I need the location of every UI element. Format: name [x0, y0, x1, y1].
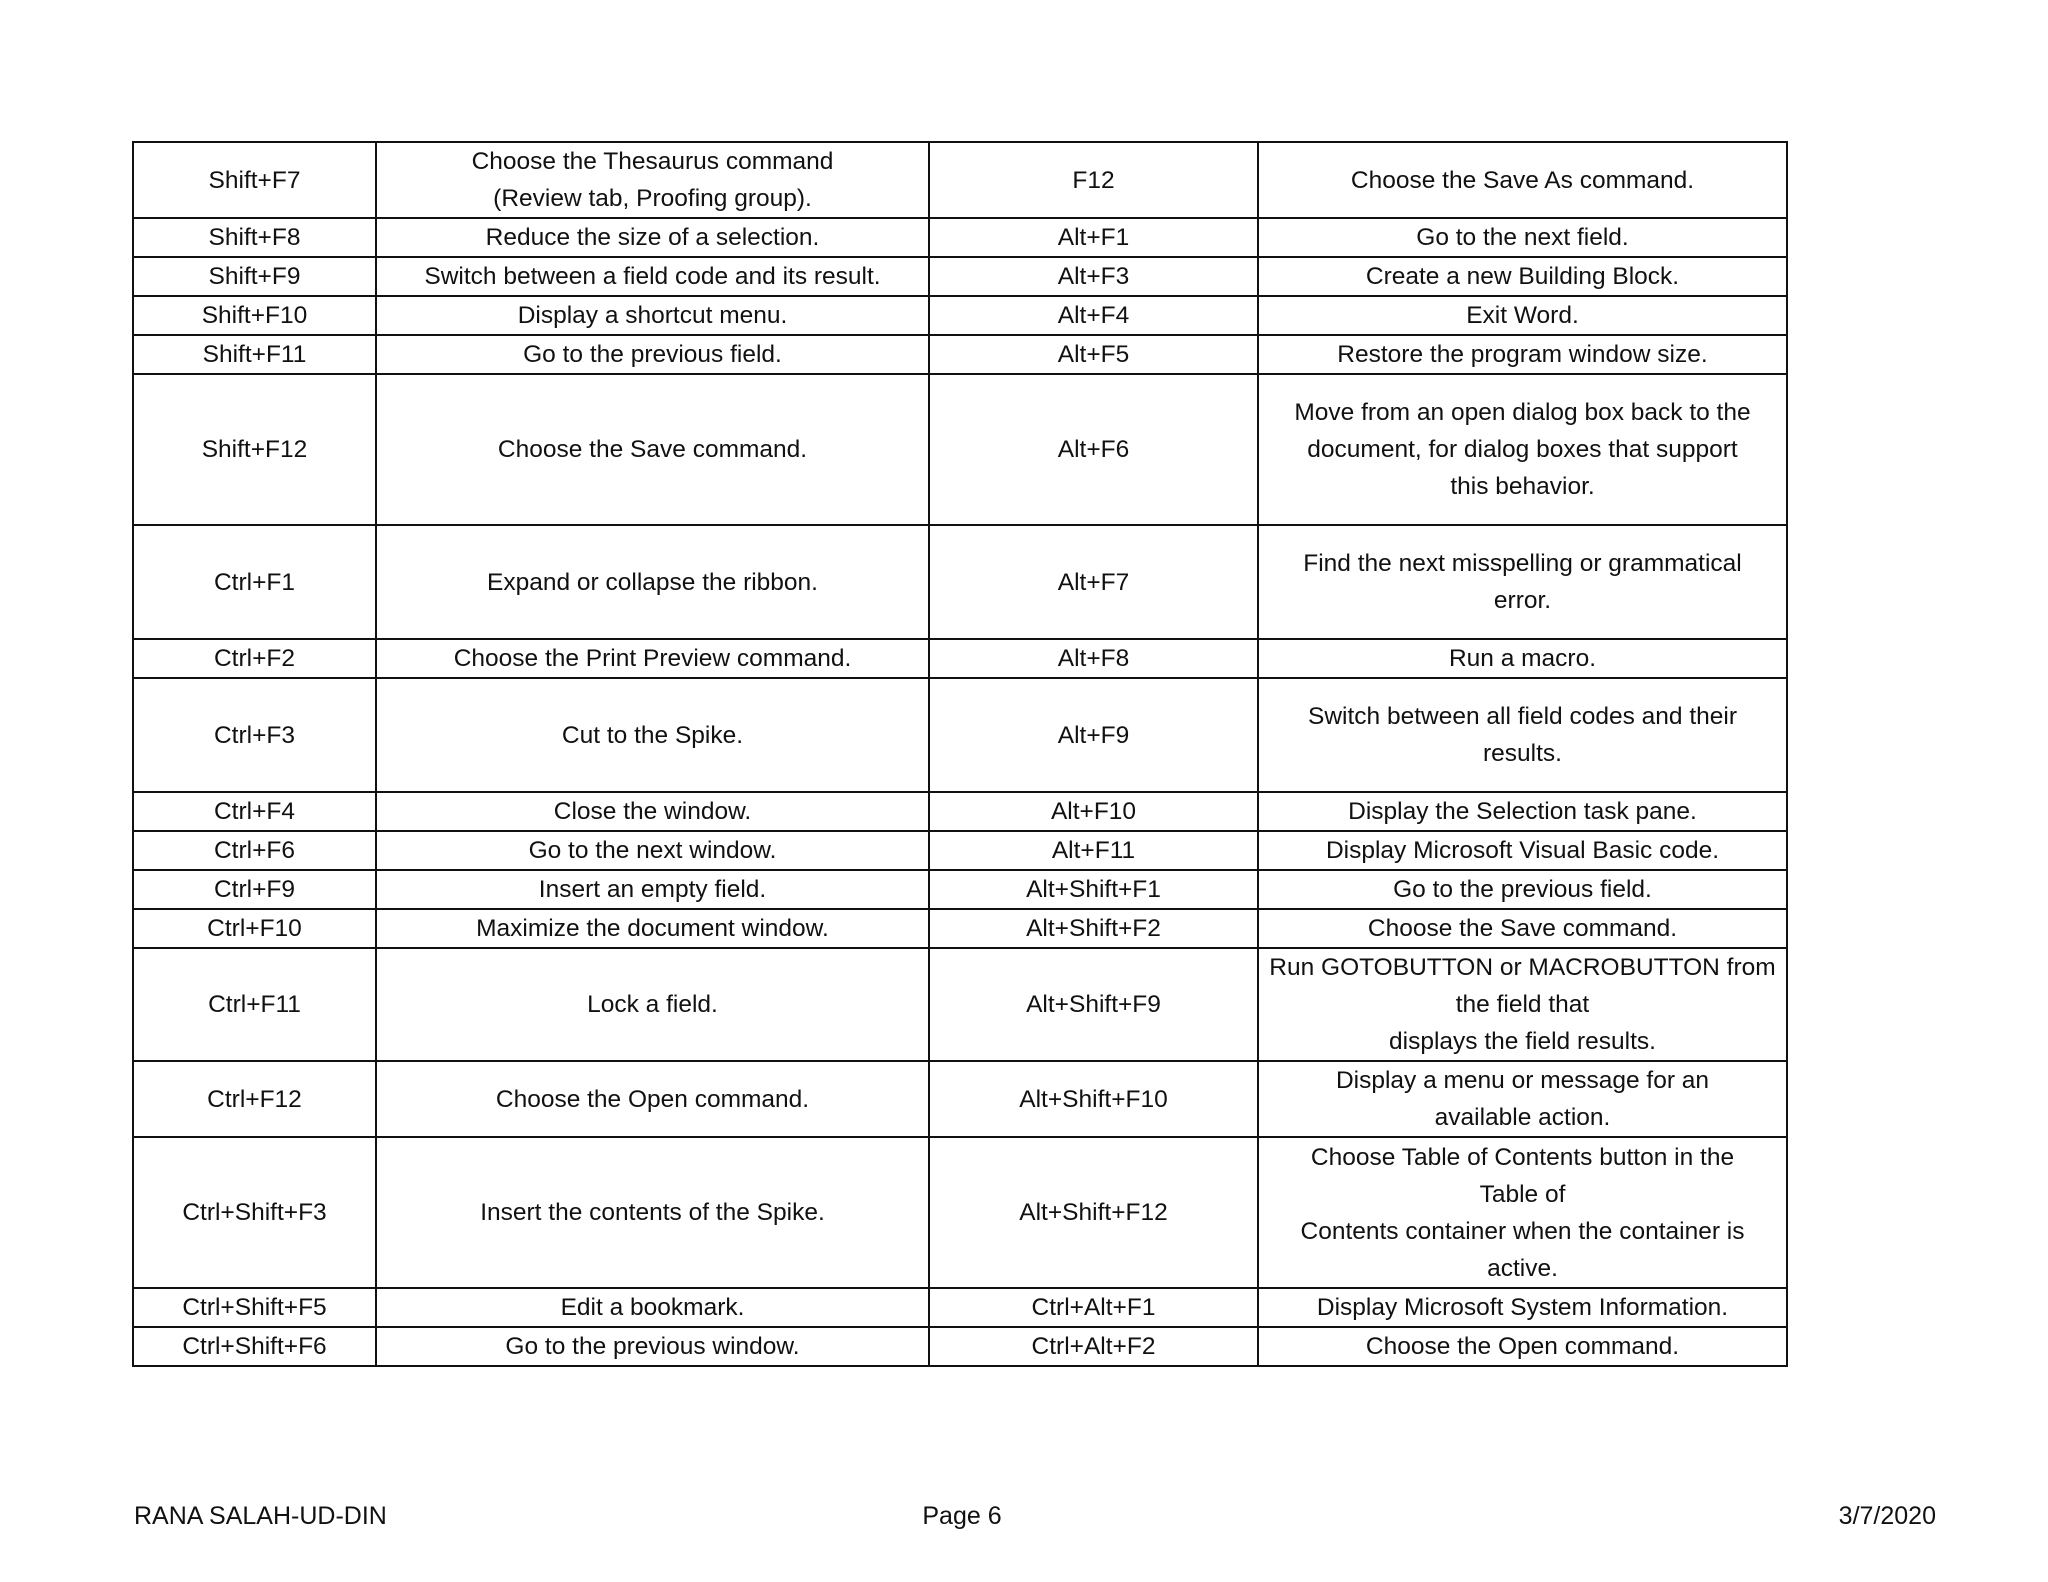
shortcut-description-cell: Switch between all field codes and their results.: [1258, 678, 1787, 792]
shortcut-description-cell: Choose the Save command.: [1258, 909, 1787, 948]
shortcut-description-cell: Choose the Save As command.: [1258, 142, 1787, 218]
shortcut-key-cell: Ctrl+Shift+F6: [133, 1327, 376, 1366]
table-row: [133, 257, 1787, 296]
shortcut-description-cell: Run GOTOBUTTON or MACROBUTTON from the field that displays the field results.: [1258, 948, 1787, 1061]
shortcut-key-cell: Alt+Shift+F10: [929, 1061, 1258, 1137]
shortcut-description-cell: Switch between a field code and its result.: [376, 257, 929, 296]
shortcut-key-cell: Alt+Shift+F1: [929, 870, 1258, 909]
shortcut-description-cell: Cut to the Spike.: [376, 678, 929, 792]
shortcut-key-cell: Shift+F7: [133, 142, 376, 218]
shortcut-description-cell: Choose the Save command.: [376, 374, 929, 525]
table-row: [133, 792, 1787, 831]
shortcut-key-cell: Alt+F6: [929, 374, 1258, 525]
shortcut-description-cell: Close the window.: [376, 792, 929, 831]
shortcut-description-cell: Display Microsoft System Information.: [1258, 1288, 1787, 1327]
table-row: [133, 1061, 1787, 1137]
shortcut-description-cell: Move from an open dialog box back to the document, for dialog boxes that support this behavior.: [1258, 374, 1787, 525]
shortcut-description-cell: Display the Selection task pane.: [1258, 792, 1787, 831]
table-row: [133, 374, 1787, 525]
shortcut-key-cell: Ctrl+F3: [133, 678, 376, 792]
shortcut-key-cell: Ctrl+Alt+F1: [929, 1288, 1258, 1327]
shortcut-key-cell: Ctrl+Shift+F5: [133, 1288, 376, 1327]
shortcut-key-cell: Shift+F10: [133, 296, 376, 335]
table-row: [133, 1137, 1787, 1288]
table-row: [133, 639, 1787, 678]
shortcut-description-cell: Choose the Print Preview command.: [376, 639, 929, 678]
shortcut-key-cell: Ctrl+F10: [133, 909, 376, 948]
shortcut-description-cell: Choose Table of Contents button in the Table of Contents container when the container is active.: [1258, 1137, 1787, 1288]
shortcut-key-cell: Ctrl+Shift+F3: [133, 1137, 376, 1288]
shortcut-table: [132, 141, 1788, 1367]
table-row: [133, 1288, 1787, 1327]
shortcut-description-cell: Go to the previous window.: [376, 1327, 929, 1366]
footer-date: 3/7/2020: [1838, 1502, 1936, 1530]
shortcut-key-cell: Ctrl+F2: [133, 639, 376, 678]
shortcut-key-cell: Alt+F10: [929, 792, 1258, 831]
shortcut-key-cell: Alt+Shift+F2: [929, 909, 1258, 948]
shortcut-key-cell: Alt+Shift+F9: [929, 948, 1258, 1061]
shortcut-description-cell: Go to the next field.: [1258, 218, 1787, 257]
shortcut-description-cell: Choose the Thesaurus command (Review tab, Proofing group).: [376, 142, 929, 218]
table-row: [133, 218, 1787, 257]
shortcut-key-cell: F12: [929, 142, 1258, 218]
shortcut-description-cell: Lock a field.: [376, 948, 929, 1061]
shortcut-description-cell: Maximize the document window.: [376, 909, 929, 948]
shortcut-description-cell: Create a new Building Block.: [1258, 257, 1787, 296]
footer-author: RANA SALAH-UD-DIN: [134, 1502, 387, 1530]
shortcut-key-cell: Ctrl+Alt+F2: [929, 1327, 1258, 1366]
shortcut-description-cell: Insert the contents of the Spike.: [376, 1137, 929, 1288]
shortcut-description-cell: Expand or collapse the ribbon.: [376, 525, 929, 639]
shortcut-key-cell: Ctrl+F12: [133, 1061, 376, 1137]
shortcut-key-cell: Alt+F11: [929, 831, 1258, 870]
shortcut-key-cell: Ctrl+F9: [133, 870, 376, 909]
shortcut-description-cell: Go to the previous field.: [376, 335, 929, 374]
table-row: [133, 1327, 1787, 1366]
shortcut-description-cell: Reduce the size of a selection.: [376, 218, 929, 257]
table-row: [133, 831, 1787, 870]
shortcut-key-cell: Alt+F5: [929, 335, 1258, 374]
shortcut-key-cell: Shift+F9: [133, 257, 376, 296]
shortcut-description-cell: Go to the previous field.: [1258, 870, 1787, 909]
shortcut-description-cell: Insert an empty field.: [376, 870, 929, 909]
shortcut-description-cell: Run a macro.: [1258, 639, 1787, 678]
shortcut-key-cell: Shift+F11: [133, 335, 376, 374]
shortcut-key-cell: Shift+F8: [133, 218, 376, 257]
shortcut-description-cell: Display a shortcut menu.: [376, 296, 929, 335]
shortcut-description-cell: Restore the program window size.: [1258, 335, 1787, 374]
shortcut-description-cell: Find the next misspelling or grammatical error.: [1258, 525, 1787, 639]
table-row: [133, 870, 1787, 909]
shortcut-key-cell: Alt+F7: [929, 525, 1258, 639]
table-row: [133, 335, 1787, 374]
shortcut-key-cell: Alt+Shift+F12: [929, 1137, 1258, 1288]
shortcut-key-cell: Alt+F4: [929, 296, 1258, 335]
shortcut-key-cell: Alt+F9: [929, 678, 1258, 792]
shortcut-key-cell: Alt+F8: [929, 639, 1258, 678]
shortcut-key-cell: Ctrl+F1: [133, 525, 376, 639]
shortcut-description-cell: Exit Word.: [1258, 296, 1787, 335]
shortcut-key-cell: Ctrl+F11: [133, 948, 376, 1061]
footer-page-number: Page 6: [922, 1502, 1002, 1530]
shortcut-table-body: [133, 142, 1787, 1366]
table-row: [133, 678, 1787, 792]
shortcut-key-cell: Ctrl+F6: [133, 831, 376, 870]
shortcut-key-cell: Alt+F3: [929, 257, 1258, 296]
shortcut-description-cell: Edit a bookmark.: [376, 1288, 929, 1327]
shortcut-description-cell: Choose the Open command.: [376, 1061, 929, 1137]
shortcut-key-cell: Ctrl+F4: [133, 792, 376, 831]
table-row: [133, 948, 1787, 1061]
shortcut-description-cell: Display a menu or message for an available action.: [1258, 1061, 1787, 1137]
shortcut-description-cell: Choose the Open command.: [1258, 1327, 1787, 1366]
shortcut-key-cell: Alt+F1: [929, 218, 1258, 257]
table-row: [133, 296, 1787, 335]
table-row: [133, 142, 1787, 218]
table-row: [133, 525, 1787, 639]
shortcut-description-cell: Display Microsoft Visual Basic code.: [1258, 831, 1787, 870]
shortcut-description-cell: Go to the next window.: [376, 831, 929, 870]
table-row: [133, 909, 1787, 948]
shortcut-key-cell: Shift+F12: [133, 374, 376, 525]
